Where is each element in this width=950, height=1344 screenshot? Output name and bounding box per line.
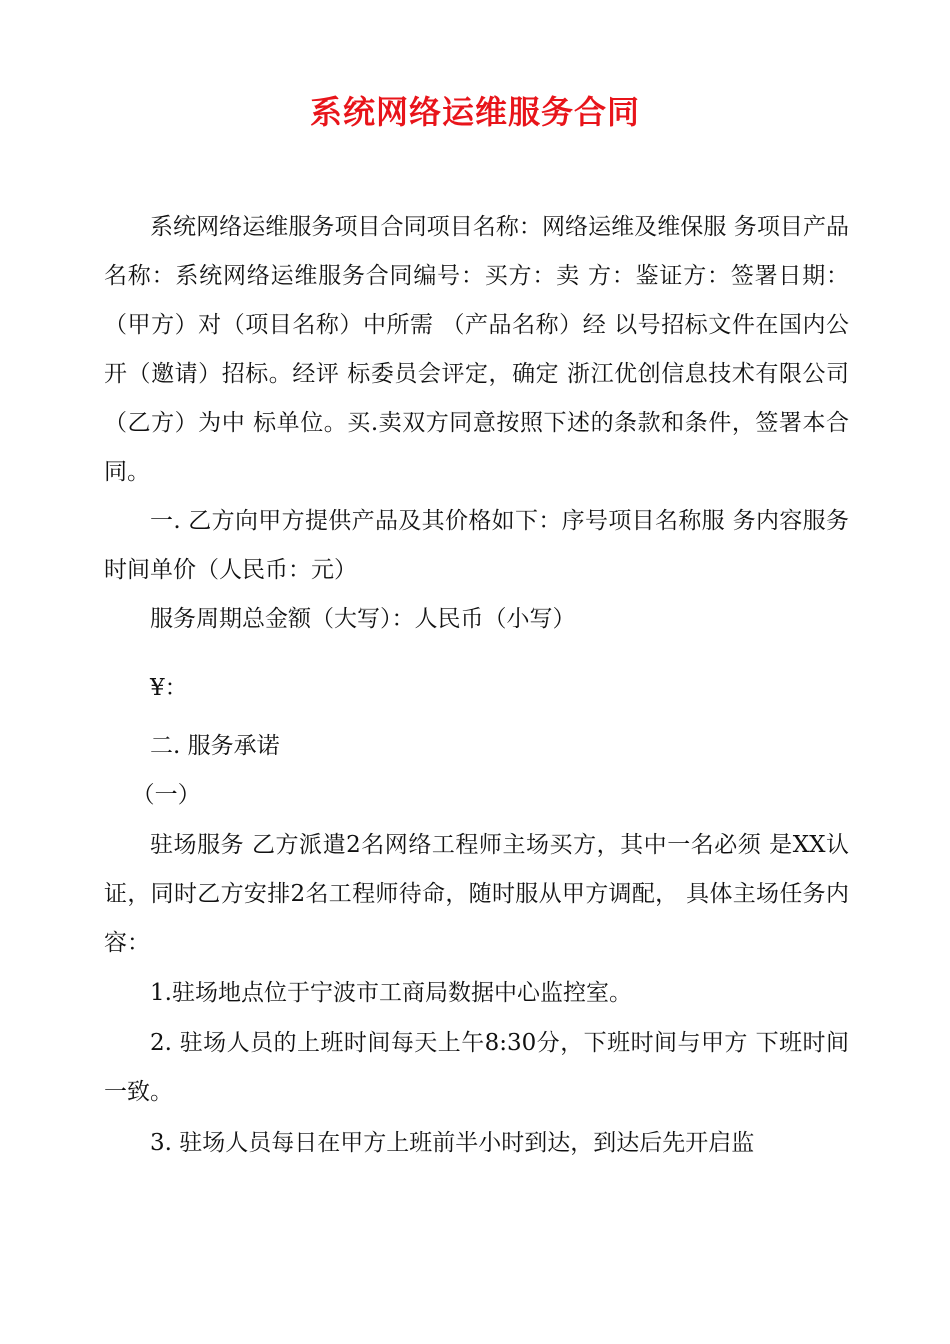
paragraph-item-3: 3. 驻场人员每日在甲方上班前半小时到达，到达后先开启监 (150, 1130, 755, 1156)
paragraph-section-two-block (104, 722, 849, 771)
paragraph-item-2: 2. 驻场人员的上班时间每天上午8:30分，下班时间与甲方 下班时间一致。 (104, 1030, 849, 1105)
paragraph-item-3-block (104, 1119, 849, 1168)
document-title: 系统网络运维服务合同 (309, 93, 640, 131)
paragraph-total-amount: 服务周期总金额（大写）：人民币（小写） (150, 606, 576, 632)
paragraph-item-1-block (104, 969, 849, 1018)
paragraph-section-one: 一. 乙方向甲方提供产品及其价格如下：序号项目名称服 务内容服务时间单价（人民币：元） (104, 508, 849, 583)
paragraph-section-two: 二. 服务承诺 (150, 733, 280, 759)
paragraph-subsection-one-block (104, 771, 849, 820)
paragraph-intro: 系统网络运维服务项目合同项目名称：网络运维及维保服 务项目产品名称：系统网络运维服务合同编号：买方：卖 方：鉴证方：签署日期：（甲方）对（项目名称）中所需 （产品名称）经 以号招标文件在国内公开（邀请）招标。经评 标委员会评定，确定 浙江优创信息技术有限公司（乙方）为中 标单位。买.卖双方同意按照下述的条款和条件，签署本合同。 (104, 214, 849, 485)
paragraph-onsite-service: 驻场服务 乙方派遣2名网络工程师主场买方，其中一名必须 是XX认证，同时乙方安排2名工程师待命，随时服从甲方调配， 具体主场任务内容： (104, 832, 849, 956)
paragraph-item-1: 1.驻场地点位于宁波市工商局数据中心监控室。 (150, 980, 632, 1006)
paragraph-yen-block (104, 664, 849, 713)
paragraph-onsite-service-block (104, 821, 849, 968)
paragraph-total-amount-block (104, 595, 849, 644)
paragraph-section-one-block (104, 497, 849, 595)
paragraph-subsection-one: （一） (131, 782, 201, 808)
paragraph-yen: ¥： (150, 675, 188, 701)
paragraph-intro-block (104, 203, 849, 497)
paragraph-item-2-block (104, 1019, 849, 1117)
